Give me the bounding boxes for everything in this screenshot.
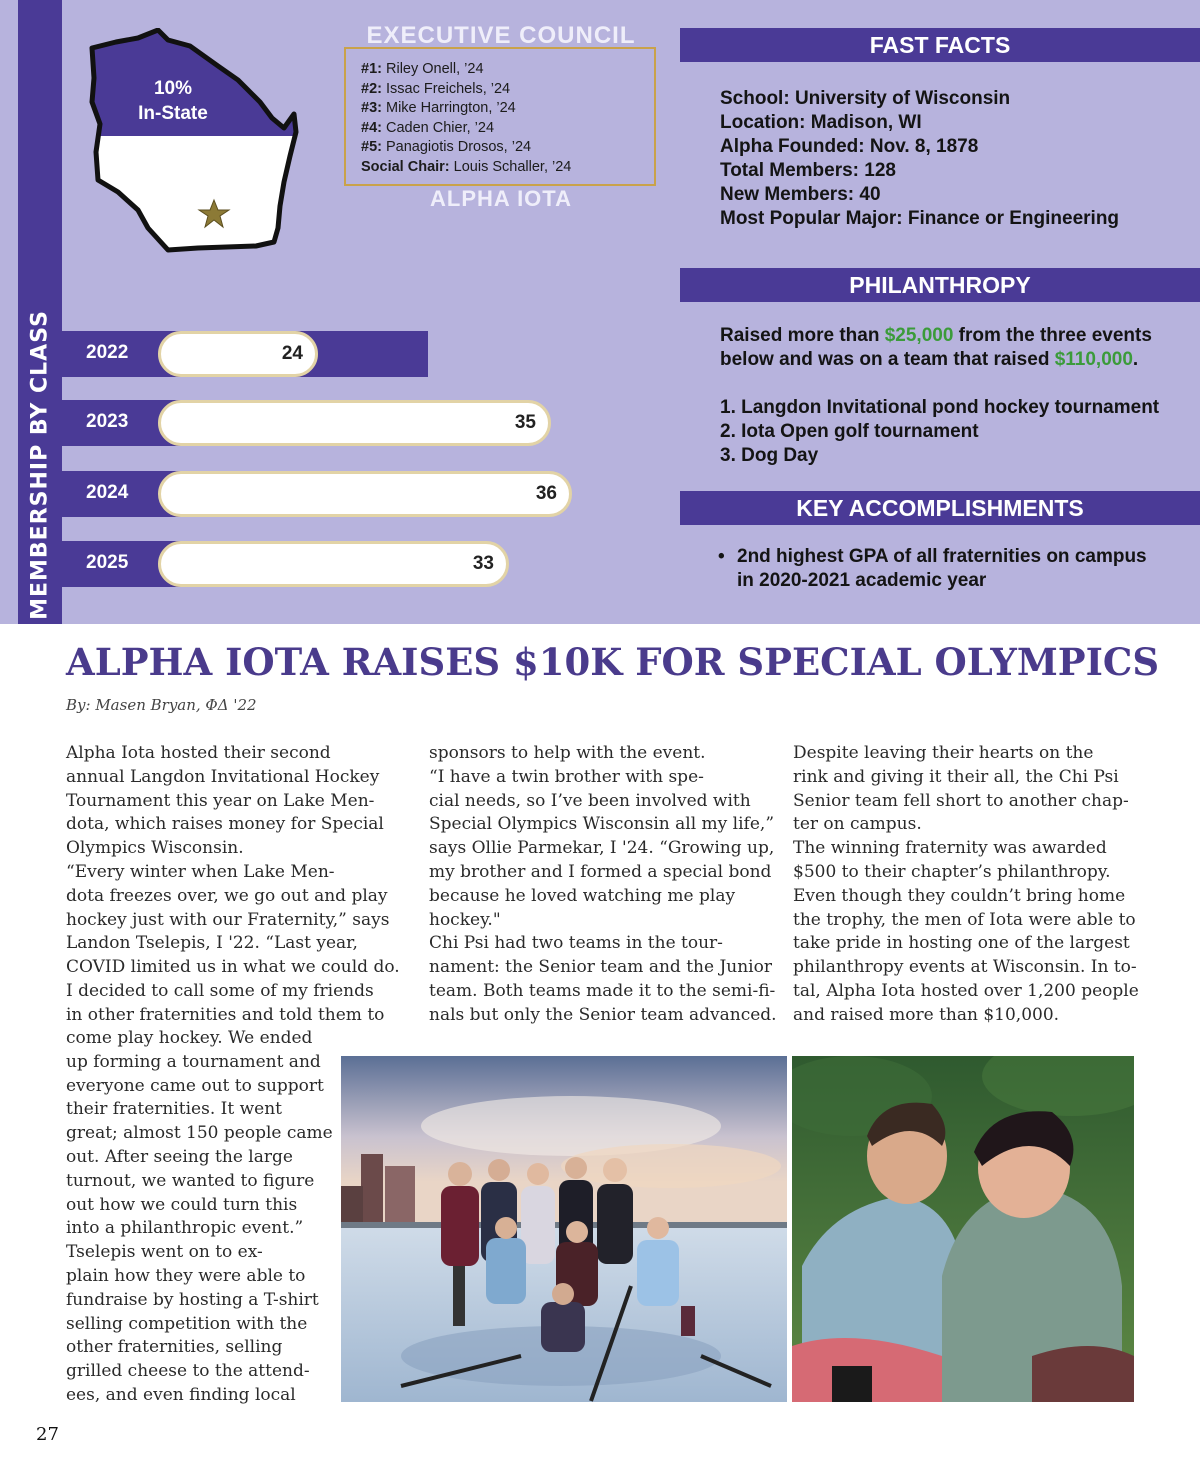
exec-member: Social Chair: Louis Schaller, ’24 — [361, 158, 572, 175]
fact-new-members: New Members: 40 — [720, 184, 881, 205]
article-column-1-bottom: come play hockey. We ended up forming a tournament and everyone came out to support their fraternities. It went great; almost 150 people came out. After seeing the large turnout, we wanted to figure out how we could turn this into a philanthropic event.” Tselepis went on to ex- plain how they were able to fundraise by hosting a T-shirt selling competition with the other fraternities, selling grilled cheese to the attend- ees, and even finding local — [66, 1028, 333, 1405]
wisconsin-map — [88, 28, 300, 264]
philanthropy-line-1: Raised more than $25,000 from the three events — [720, 325, 1152, 346]
exec-member: #1: Riley Onell, ’24 — [361, 61, 484, 77]
accomplishment-line-1: 2nd highest GPA of all fraternities on campus — [737, 546, 1147, 567]
exec-council-title: EXECUTIVE COUNCIL — [366, 22, 636, 49]
article-column-2: sponsors to help with the event. “I have a twin brother with spe- cial needs, so I’ve been involved with Special Olympics Wisconsin all my life,” says Ollie Parmekar, I '24. “Growing up, my brother and I formed a special bond because he loved watching me play hockey." Chi Psi had two teams in the tour- nament: the Senior team and the Junior team. Both teams made it to the semi-fi- nals but only the Senior team advanced. — [429, 743, 777, 1025]
philanthropy-event: 1. Langdon Invitational pond hockey tournament — [720, 397, 1160, 418]
philanthropy-header: PHILANTHROPY — [680, 268, 1200, 302]
accomplishment-line-2: in 2020-2021 academic year — [737, 570, 987, 591]
fact-total-members: Total Members: 128 — [720, 160, 896, 181]
article-byline: By: Masen Bryan, ΦΔ '22 — [66, 696, 257, 714]
accomplishment-bullet: • — [718, 546, 725, 567]
philanthropy-line-2: below and was on a team that raised $110,000. — [720, 349, 1139, 370]
fast-facts-header: FAST FACTS — [680, 28, 1200, 62]
amount-raised: $25,000 — [884, 325, 954, 346]
exec-member: #3: Mike Harrington, ’24 — [361, 100, 516, 116]
bar-2023 — [158, 400, 551, 446]
brothers-photo — [792, 1056, 1134, 1402]
bar-value-label: 36 — [535, 483, 557, 504]
bar-value-label: 35 — [514, 412, 536, 433]
fact-founded: Alpha Founded: Nov. 8, 1878 — [720, 136, 979, 157]
article-column-3: Despite leaving their hearts on the rink and giving it their all, the Chi Psi Senior team fell short to another chap- ter on campus. The winning fraternity was awarded $500 to their chapter’s philanthropy. Even though they couldn’t bring home the trophy, the men of Iota were able to take pride in hosting one of the largest philanthropy events at Wisconsin. In to- tal, Alpha Iota hosted over 1,200 people and raised more than $10,000. — [793, 743, 1139, 1025]
article-column-1-top: Alpha Iota hosted their second annual Langdon Invitational Hockey Tournament this year on Lake Men- dota, which raises money for Special Olympics Wisconsin. “Every winter when Lake Men- dota freezes over, we go out and play hockey just with our Fraternity,” says Landon Tselepis, I '22. “Last year, COVID limited us in what we could do. I decided to call some of my friends in other fraternities and told them to — [66, 743, 400, 1025]
bar-2025 — [158, 541, 509, 587]
fact-location: Location: Madison, WI — [720, 112, 922, 133]
key-accomplishments-header: KEY ACCOMPLISHMENTS — [680, 491, 1200, 525]
fact-major: Most Popular Major: Finance or Engineering — [720, 208, 1120, 229]
in-state-percent: 10% — [153, 78, 193, 99]
bar-value-label: 24 — [281, 343, 303, 364]
philanthropy-event: 2. Iota Open golf tournament — [720, 421, 979, 442]
philanthropy-event: 3. Dog Day — [720, 445, 819, 466]
bar-year-label: 2022 — [86, 342, 129, 363]
in-state-label: In-State — [138, 103, 208, 124]
team-amount: $110,000 — [1054, 349, 1133, 370]
exec-member: #5: Panagiotis Drosos, ’24 — [361, 139, 532, 155]
chapter-name: ALPHA IOTA — [430, 186, 572, 211]
bar-year-label: 2024 — [86, 482, 129, 503]
bar-2022 — [158, 331, 318, 377]
hockey-team-photo — [341, 1056, 787, 1402]
article-headline: ALPHA IOTA RAISES $10K FOR SPECIAL OLYMPICS — [66, 640, 1160, 684]
bar-value-label: 33 — [472, 553, 494, 574]
exec-council-box — [344, 47, 656, 186]
bar-year-label: 2023 — [86, 411, 129, 432]
exec-member: #4: Caden Chier, ’24 — [361, 119, 495, 136]
page-number: 27 — [36, 1424, 59, 1445]
bar-year-label: 2025 — [86, 552, 129, 573]
bar-2024 — [158, 471, 572, 517]
infographic-panel — [0, 0, 1200, 624]
fact-school: School: University of Wisconsin — [720, 88, 1011, 109]
membership-title: MEMBERSHIP BY CLASS — [27, 310, 53, 620]
exec-member: #2: Issac Freichels, ’24 — [361, 80, 511, 97]
